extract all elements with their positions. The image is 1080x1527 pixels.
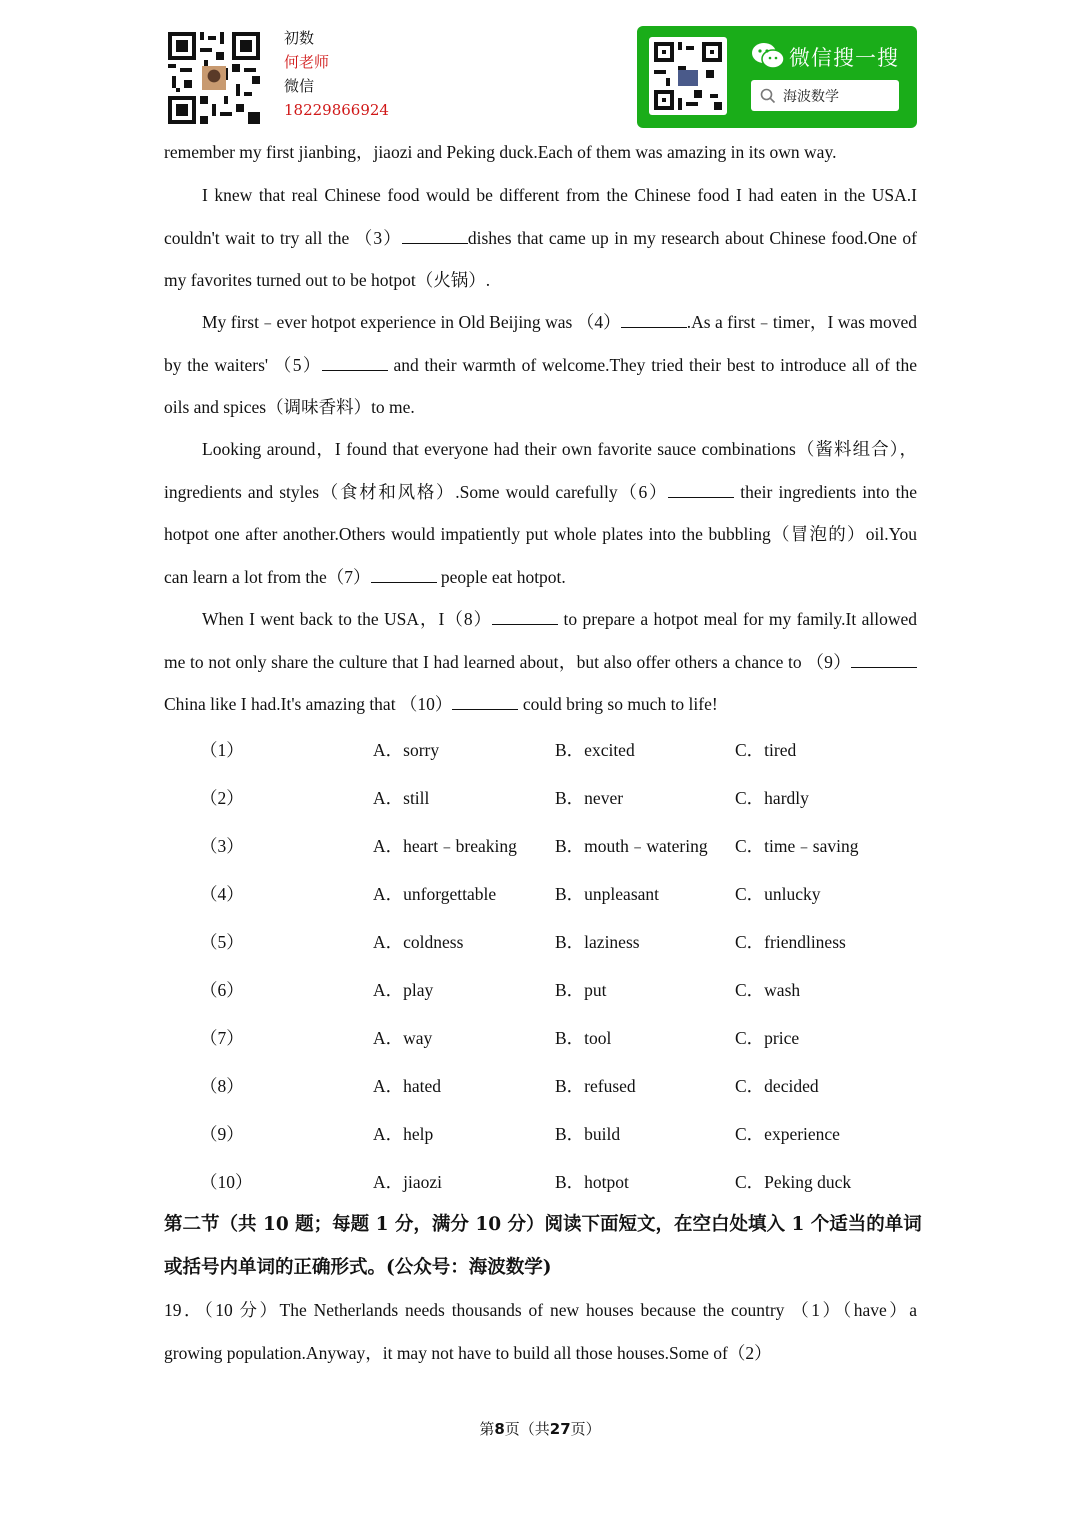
option-b[interactable]: B．never	[555, 788, 624, 808]
option-b[interactable]: B．laziness	[555, 932, 640, 952]
current-page: 8	[494, 1420, 505, 1438]
passage-paragraph-2: I knew that real Chinese food would be different from the Chinese food I had eaten in the USA.I couldn't wait to try all the （3） dishes that came up in my research about Chinese food.One of my favorites turned out to be hotpot（火锅）.	[164, 185, 918, 290]
page-footer: 第8页（共27页）	[479, 1420, 601, 1438]
option-c[interactable]: C．experience	[735, 1124, 840, 1144]
option-a[interactable]: A．sorry	[373, 740, 440, 760]
search-icon	[760, 88, 776, 104]
option-c[interactable]: C．price	[735, 1028, 800, 1048]
option-row-4	[0, 881, 1080, 911]
option-row-6	[0, 977, 1080, 1007]
contact-phone: 18229866924	[284, 101, 389, 119]
blank-10	[452, 689, 518, 710]
option-b[interactable]: B．excited	[555, 740, 635, 760]
option-number: （10）	[200, 1172, 253, 1192]
option-c[interactable]: C．hardly	[735, 788, 809, 808]
wechat-logo-icon	[751, 42, 785, 70]
option-c[interactable]: C．decided	[735, 1076, 819, 1096]
option-row-1	[0, 737, 1080, 767]
option-a[interactable]: A．unforgettable	[373, 884, 497, 904]
option-number: （4）	[200, 884, 244, 904]
total-pages: 27	[549, 1420, 571, 1438]
option-b[interactable]: B．refused	[555, 1076, 636, 1096]
option-a[interactable]: A．hated	[373, 1076, 442, 1096]
option-b[interactable]: B．hotpot	[555, 1172, 629, 1192]
blank-6	[668, 477, 734, 498]
option-a[interactable]: A．heart﹣breaking	[373, 836, 517, 856]
blank-4	[621, 307, 687, 328]
qr-code-image	[168, 32, 260, 124]
contact-teacher: 何老师	[284, 53, 330, 71]
option-row-8	[0, 1073, 1080, 1103]
option-a[interactable]: A．play	[373, 980, 434, 1000]
contact-label: 初数	[284, 29, 315, 47]
blank-9	[851, 647, 917, 668]
option-a[interactable]: A．way	[373, 1028, 433, 1048]
option-row-2	[0, 785, 1080, 815]
option-b[interactable]: B．build	[555, 1124, 621, 1144]
option-number: （2）	[200, 788, 244, 808]
contact-wechat-label: 微信	[284, 77, 315, 95]
blank-5	[322, 350, 388, 371]
option-b[interactable]: B．mouth﹣watering	[555, 836, 708, 856]
option-a[interactable]: A．still	[373, 788, 430, 808]
option-number: （3）	[200, 836, 244, 856]
wechat-search-box	[751, 80, 899, 111]
option-number: （7）	[200, 1028, 244, 1048]
option-c[interactable]: C．friendliness	[735, 932, 846, 952]
option-c[interactable]: C．time﹣saving	[735, 836, 859, 856]
option-b[interactable]: B．tool	[555, 1028, 612, 1048]
wechat-search-card	[637, 26, 917, 128]
option-c[interactable]: C．tired	[735, 740, 797, 760]
option-a[interactable]: A．help	[373, 1124, 434, 1144]
passage-paragraph-5: When I went back to the USA，I（8） to prepare a hotpot meal for my family.It allowed me to not only share the culture that I had learned about，but also offer others a chance to （9）China like I had.It's amazing that （10） could bring so much to life!	[164, 598, 917, 726]
wechat-search-title: 微信搜一搜	[789, 46, 899, 70]
wechat-search-text: 海波数学	[783, 89, 839, 105]
option-row-5	[0, 929, 1080, 959]
option-row-9	[0, 1121, 1080, 1151]
option-number: （9）	[200, 1124, 244, 1144]
section-heading: 第二节（共 10 题；每题 1 分，满分 10 分）阅读下面短文，在空白处填入 1 个适当的单词或括号内单词的正确形式。(公众号：海波数学)	[164, 1214, 922, 1278]
passage-paragraph-3: My first﹣ever hotpot experience in Old Beijing was （4） .As a first﹣timer，I was moved by the waiters' （5） and their warmth of welcome.They tried their best to introduce all of the oils and spices（调味香料）to me.	[164, 301, 917, 429]
option-row-7	[0, 1025, 1080, 1055]
option-a[interactable]: A．jiaozi	[373, 1172, 443, 1192]
option-a[interactable]: A．coldness	[373, 932, 464, 952]
passage-paragraph-4: Looking around，I found that everyone had their own favorite sauce combinations（酱料组合），ingredients and styles（食材和风格）.Some would carefully（6） their ingredients into the hotpot one after another.Others would impatiently put whole plates into the bubbling（冒泡的）oil.You can learn a lot from the（7） people eat hotpot.	[164, 439, 918, 587]
contact-info	[284, 26, 389, 122]
option-row-3	[0, 833, 1080, 863]
option-number: （6）	[200, 980, 244, 1000]
option-row-10	[0, 1169, 1080, 1199]
wechat-qr-code	[649, 37, 727, 115]
option-c[interactable]: C．Peking duck	[735, 1172, 852, 1192]
option-number: （5）	[200, 932, 244, 952]
option-number: （8）	[200, 1076, 244, 1096]
option-c[interactable]: C．unlucky	[735, 884, 821, 904]
blank-7	[371, 562, 437, 583]
option-c[interactable]: C．wash	[735, 980, 801, 1000]
passage-line-1: remember my first jianbing，jiaozi and Peking duck.Each of them was amazing in its own way.	[164, 142, 837, 162]
blank-8	[492, 604, 558, 625]
option-b[interactable]: B．unpleasant	[555, 884, 660, 904]
question-19: 19．（10 分）The Netherlands needs thousands of new houses because the country （1）（have）a growing population.Anyway，it may not have to build all those houses.Some of（2）	[164, 1300, 917, 1363]
blank-3	[402, 223, 468, 244]
option-number: （1）	[200, 740, 244, 760]
option-b[interactable]: B．put	[555, 980, 607, 1000]
